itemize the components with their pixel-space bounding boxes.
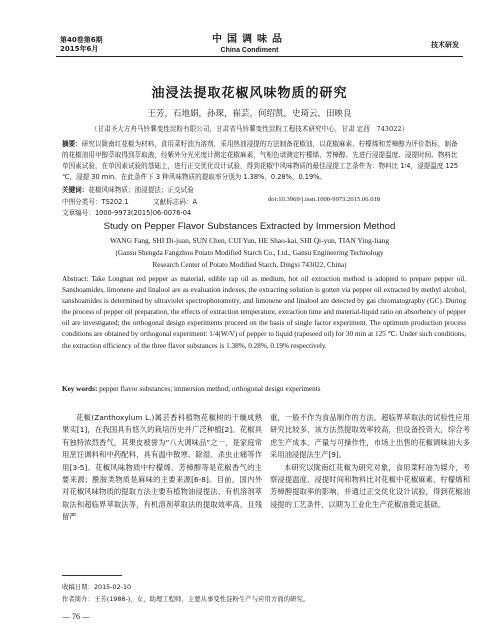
page-header	[0, 0, 499, 58]
article-title: 油浸法提取花椒风味物质的研究	[151, 86, 348, 101]
keywords-en	[62, 384, 466, 395]
article-number: 文章编号：1000-9973(2015)06-0076-04	[62, 209, 192, 217]
abstract-en-label: Abstract:	[62, 275, 89, 283]
abstract-cn	[62, 139, 462, 183]
footnote-rule	[62, 575, 122, 576]
english-title: Study on Pepper Flavor Substances Extracted by Immersion Method	[103, 221, 396, 232]
author-bio: 作者简介：王芳(1988-)，女，助理工程师，主要从事变性淀粉生产与应用方面的研究。	[62, 595, 310, 603]
document-code: 文献标志码：A	[153, 198, 198, 206]
english-authors: WANG Fang, SHI Di-juan, SUN Chen, CUI Yun, HE Shao-kai, SHI Qi-yun, TIAN Ying-liang	[109, 236, 390, 245]
intro-paragraph-2: 本研究以陇南红花椒为研究对象，食用菜籽油为媒介，考察浸提温度、浸提时间和物料比对花椒中花椒麻素、柠檬烯和芳樟醇提取率的影响，并通过正交优化设计试验，得到花椒油浸提的工艺条件，以期为工业化生产花椒油奠定基础。	[270, 462, 470, 509]
abstract-cn-label: 摘要：	[62, 140, 82, 148]
english-affiliation-line2: Research Center of Potato Modified Starch, Dingxi 743022, China)	[152, 261, 347, 269]
keywords-cn-text: 花椒风味物质；油浸提法；正交试验	[88, 186, 194, 194]
intro-paragraph-1: 花椒(Zanthoxylum L.)属芸香科植物花椒树的干燥成熟果实[1]，在我国具有悠久的栽培历史并广泛种植[2]。花椒具有独特浓烈香气，其果皮被誉为“八大调味品”之一，是家庭常用烹饪调料和中药配料，具有温中散寒、除湿、杀虫止痛等作用[3-5]。花椒风味物质中柠檬烯、芳樟醇等是花椒香气的主要来源；酰胺类物质是麻味的主要来源[6-8]。目前，国内外对花椒风味物质的提取方法主要有植物油浸提法、有机溶剂萃取法和超临界萃取法等，有机溶剂萃取法的提取效率高，且残留严	[62, 413, 262, 522]
body-right-column	[270, 412, 470, 511]
keywords-cn-label: 关键词：	[62, 186, 89, 194]
doi-link[interactable]: doi:10.3969/j.issn.1000-9973.2015.06.018	[268, 196, 381, 203]
article-affiliation: （甘肃圣大方舟马铃薯变性淀粉有限公司，甘肃省马铃薯变性淀粉工程技术研究中心，甘肃 定西 743022）	[90, 125, 409, 133]
abstract-en-text: Take Longnan red pepper as material, edible rap oil as medium, hot oil extraction method is adopted to prepare pepper oil. Sanshoamides, limonene and linalool are as evaluation indexes, the extracting solution is gotten via pepper oil extracted by methyl alcohol, sanshoamides is determined by ultraviolet spectrophotometry, and limonene and linalool are detected by gas chromatography (GC). During the process of pepper oil preparation, the effects of extraction temperature, extraction time and material-liquid ratio on absorbency of pepper oil are investigated; the orthogonal design experiments proceed on the basis of single factor experiment. The optimum production process conditions are obtained by orthogonal experiment: 1/4(W/V) of pepper to liquid (rapeseed oil) for 30 min at 125 ℃. Under such conditions, the extraction efficiency of the three flavor substances is 1.38%, 0.28%, 0.19% respectively.	[62, 275, 467, 350]
abstract-en	[62, 274, 466, 352]
keywords-en-text: pepper flavor substances; immersion method; orthogonal design experiments	[99, 385, 321, 393]
intro-paragraph-1-continued: 重，一般不作为食品制作的方法。超临界萃取法的试验性应用研究比较多，该方法然提取效率较高，但设备投资大，综合考虑生产成本、产量与可操作性，市场上出售的花椒调味油大多采用油浸提法生产[9]。	[270, 413, 470, 460]
clc-number: 中图分类号：TS202.1	[62, 198, 129, 206]
issue-date: 2015年6月	[60, 45, 99, 53]
keywords-cn	[62, 184, 462, 194]
header-rule	[56, 56, 463, 57]
body-left-column	[62, 412, 262, 524]
abstract-cn-text: 研究以陇南红花椒为材料，食用菜籽油为溶剂，采用热油浸提的方法制备花椒油，以花椒麻素、柠檬烯和芳樟醇为评价指标，制备的花椒油用甲醇萃取得到萃取液，经紫外分光光度计测定花椒麻素，气相色谱测定柠檬烯、芳樟醇。先进行浸提温度、浸提时间、物料比单因素试验，在单因素试验的基础上，进行正交优化设计试验，得到花椒中风味物质的最佳浸提工艺条件为：物料比 1∶4，浸提温度 125 ℃，浸提 30 min。在此条件下 3 种风味物质的提取率分别为 1.38%，0.28%，0.19%。	[62, 140, 459, 181]
journal-name-cn: 中国调味品	[212, 34, 287, 45]
keywords-en-label: Key words:	[62, 385, 98, 393]
english-affiliation-line1: (Gansu Shengda Fangzhou Potato Modified Starch Co., Ltd., Gansu Engineering Technology	[115, 249, 384, 257]
volume-issue: 第40卷第6期	[60, 36, 103, 44]
journal-name-en: China Condiment	[220, 47, 279, 54]
received-date: 收稿日期：2015-02-10	[62, 583, 132, 591]
page-number: — 76 —	[62, 612, 90, 621]
journal-name	[0, 30, 499, 54]
section-label: 技术研发	[431, 41, 459, 49]
article-authors: 王芳，石地娟，孙琛，崔芸，何绍凯，史琦云，田映良	[147, 109, 352, 119]
